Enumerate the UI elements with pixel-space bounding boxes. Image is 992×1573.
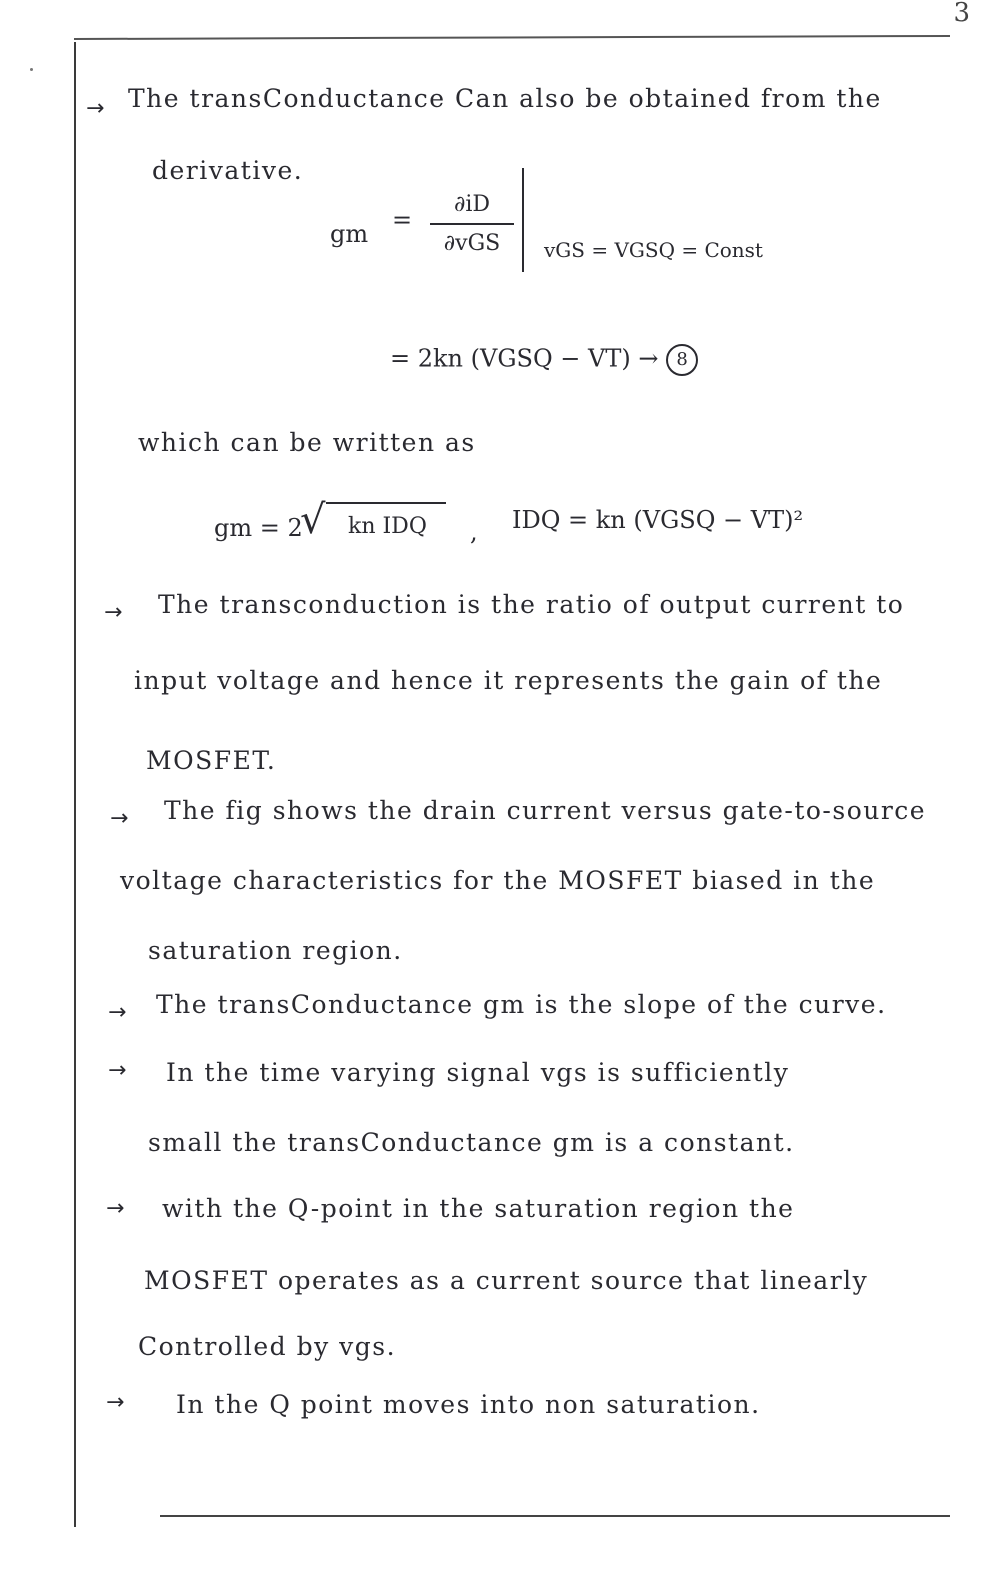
eq-condition: vGS = VGSQ = Const xyxy=(544,238,763,262)
sqrt-icon: √ xyxy=(300,497,326,543)
text-line-16: In the Q point moves into non saturation. xyxy=(176,1390,761,1419)
sqrt-vinculum xyxy=(326,502,446,504)
text-line-4: The transconduction is the ratio of output current to xyxy=(158,590,905,619)
bullet-arrow-icon: → xyxy=(104,600,123,625)
text-line-8: voltage characteristics for the MOSFET biased in the xyxy=(120,866,876,895)
text-line-7: The fig shows the drain current versus gate-to-source xyxy=(164,796,927,825)
eq-denominator: ∂vGS xyxy=(443,231,501,256)
page-number: 3 xyxy=(953,0,970,28)
top-rule xyxy=(74,35,950,40)
eq-fraction xyxy=(430,192,514,256)
eq-idq: IDQ = kn (VGSQ − VT)² xyxy=(512,506,804,534)
eq-comma: , xyxy=(470,518,478,546)
text-line-15: Controlled by vgs. xyxy=(138,1332,397,1361)
text-line-10: The transConductance gm is the slope of the curve. xyxy=(156,990,887,1019)
eq-gm-sqrt-lhs: gm = 2 xyxy=(214,514,303,542)
eq-numerator: ∂iD xyxy=(453,192,491,217)
text-line-1: The transConductance Can also be obtained from the xyxy=(128,84,882,113)
bullet-arrow-icon: → xyxy=(108,1000,127,1025)
text-line-3: which can be written as xyxy=(138,428,476,457)
text-line-14: MOSFET operates as a current source that linearly xyxy=(144,1266,869,1295)
text-line-6: MOSFET. xyxy=(146,746,277,775)
margin-line xyxy=(74,42,76,1527)
eq-equals: = xyxy=(392,206,413,234)
eq-sqrt-arg: kn IDQ xyxy=(348,514,427,539)
text-line-13: with the Q-point in the saturation region the xyxy=(162,1194,795,1223)
bullet-arrow-icon: → xyxy=(106,1196,125,1221)
eq-result xyxy=(390,344,698,376)
eq-evaluation-bar xyxy=(522,168,524,272)
bullet-arrow-icon: → xyxy=(110,806,129,831)
bullet-arrow-icon: → xyxy=(106,1390,125,1415)
text-line-5: input voltage and hence it represents the gain of the xyxy=(134,666,883,695)
eq-result-text: = 2kn (VGSQ − VT) → xyxy=(390,344,659,373)
eq-gm-lhs: gm xyxy=(330,220,369,248)
eq-number-badge: 8 xyxy=(666,344,698,376)
text-line-11: In the time varying signal vgs is sufficiently xyxy=(166,1058,790,1087)
bullet-arrow-icon: → xyxy=(108,1058,127,1083)
text-line-2: derivative. xyxy=(152,156,304,185)
bullet-arrow-icon: → xyxy=(86,96,105,121)
text-line-9: saturation region. xyxy=(148,936,403,965)
stray-mark xyxy=(30,68,33,71)
eq-fraction-bar xyxy=(430,223,514,225)
text-line-12: small the transConductance gm is a constant. xyxy=(148,1128,795,1157)
bottom-rule xyxy=(160,1515,950,1517)
